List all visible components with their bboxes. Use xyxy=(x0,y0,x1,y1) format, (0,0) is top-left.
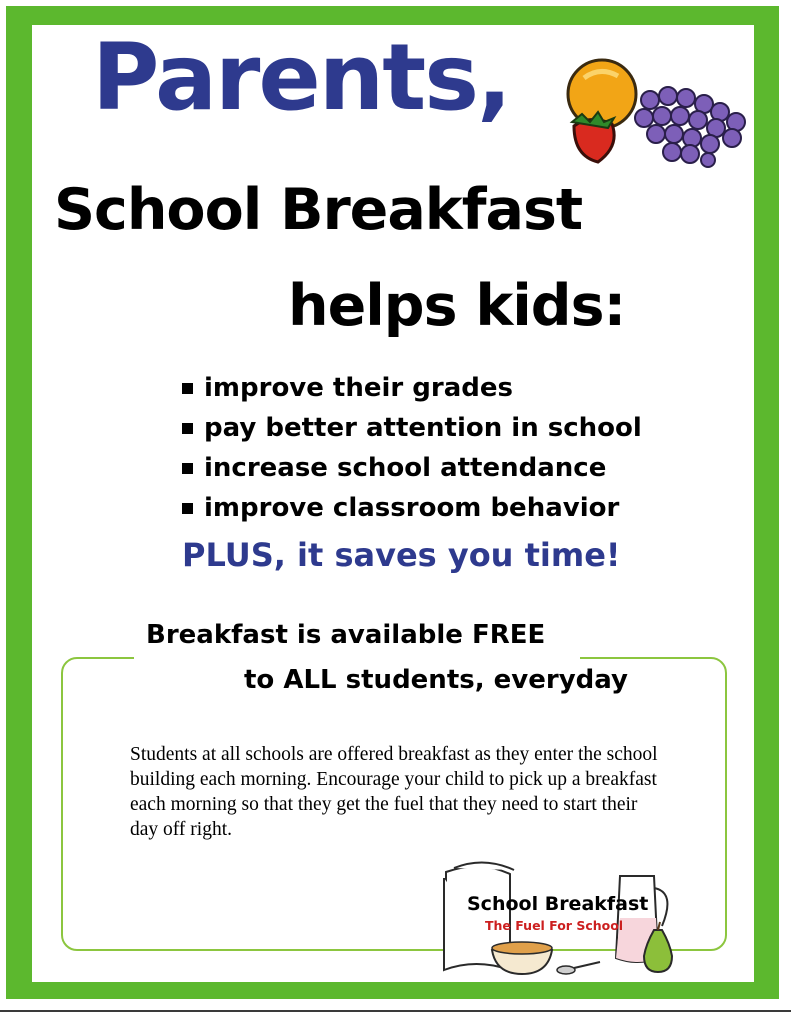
box-body-text: Students at all schools are offered breakfast as they enter the school building each morning. Encourage your child to pick up a breakfast each morning so that they get the fuel that they need to start their day off right. xyxy=(130,744,658,840)
logo-title: School Breakfast xyxy=(467,893,649,915)
benefit-text: improve their grades xyxy=(204,373,513,403)
box-heading-line-1: Breakfast is available FREE xyxy=(146,620,546,650)
subtitle-line-2: helps kids: xyxy=(288,273,626,339)
square-bullet-icon xyxy=(182,503,193,514)
bowl-icon xyxy=(492,942,552,974)
list-item xyxy=(182,488,642,528)
spoon-icon xyxy=(557,962,600,974)
benefits-list xyxy=(182,368,642,528)
list-item xyxy=(182,448,642,488)
logo-tagline: The Fuel For School xyxy=(485,918,624,933)
school-breakfast-logo xyxy=(440,858,680,976)
box-heading-gap xyxy=(134,650,580,664)
grapes-icon xyxy=(635,87,745,167)
list-item xyxy=(182,368,642,408)
square-bullet-icon xyxy=(182,463,193,474)
page-title: Parents, xyxy=(92,24,510,131)
benefit-text: improve classroom behavior xyxy=(204,493,620,523)
benefit-text: pay better attention in school xyxy=(204,413,642,443)
plus-saves-time: PLUS, it saves you time! xyxy=(182,536,621,574)
strawberry-icon xyxy=(572,112,614,162)
list-item xyxy=(182,408,642,448)
page-edge-line xyxy=(0,1010,791,1012)
square-bullet-icon xyxy=(182,423,193,434)
fruit-illustration xyxy=(560,56,750,168)
subtitle-line-1: School Breakfast xyxy=(54,177,583,243)
square-bullet-icon xyxy=(182,383,193,394)
box-heading-line-2: to ALL students, everyday xyxy=(244,665,628,695)
benefit-text: increase school attendance xyxy=(204,453,607,483)
